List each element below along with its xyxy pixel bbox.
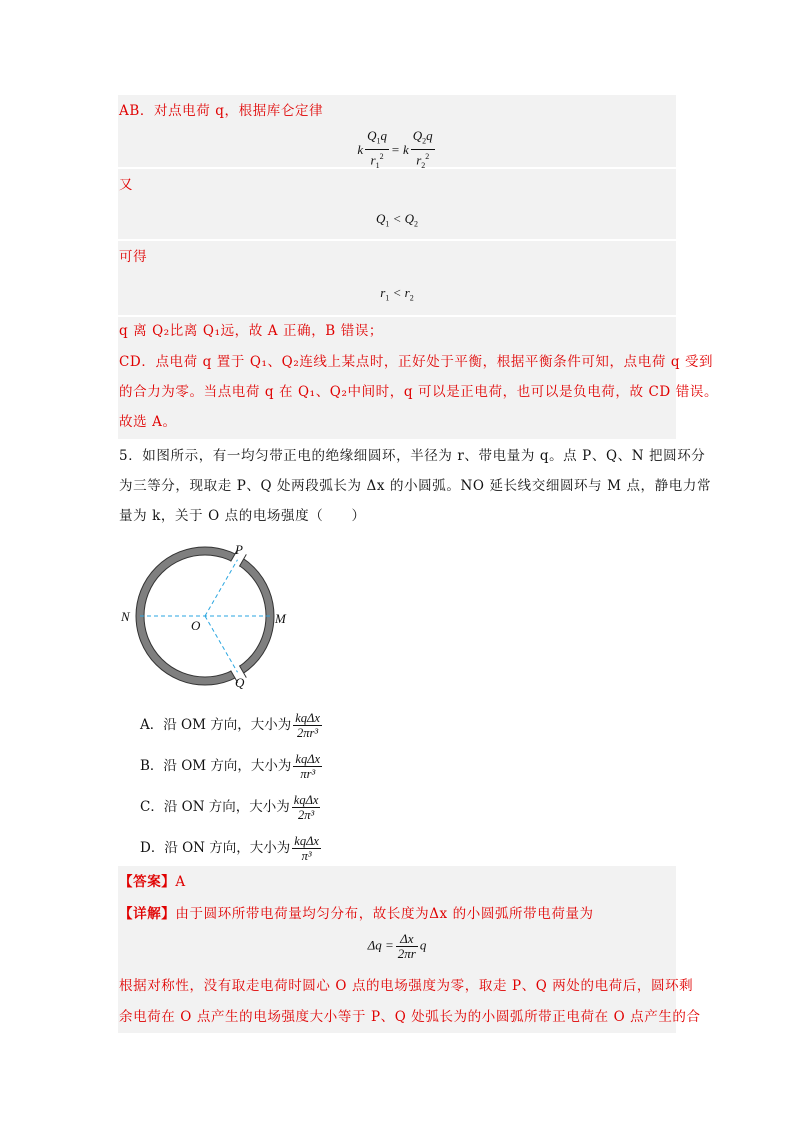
label-n: N [121, 609, 130, 624]
kede-label: 可得 [119, 249, 148, 265]
option-c[interactable]: C．沿 ON 方向，大小为 $\frac{\text{kqΔx}}{\text{2π³}}$ [140, 793, 319, 822]
option-a[interactable]: A．沿 OM 方向，大小为 $\frac{\text{kqΔx}}{\text{2πr³}}$ [140, 711, 320, 740]
you-label: 又 [119, 177, 134, 193]
radius-inequality: $r_1 < r_2$ [380, 285, 414, 303]
conclusion-ab: q 离 Q₂比离 Q₁远，故 A 正确，B 错误； [119, 323, 384, 339]
ab-intro: AB．对点电荷 q，根据库仑定律 [119, 103, 324, 119]
option-a-fraction: $\frac{\text{kqΔx}}{\text{2πr³}}$ [295, 711, 320, 740]
detail-tag: 【详解】 [119, 906, 176, 922]
detail-line-2: 根据对称性，没有取走电荷时圆心 O 点的电场强度为零，取走 P、Q 两处的电荷后，圆环剩 [119, 978, 694, 994]
ring-figure [115, 540, 295, 690]
delta-q-formula: Δq = $\frac{\Delta x}{2\pi r}$ q [367, 931, 427, 961]
shade-block-3 [118, 241, 676, 315]
label-q: Q [235, 675, 245, 690]
answer-line [119, 872, 186, 892]
q5-line-1: 5．如图所示，有一均匀带正电的绝缘细圆环，半径为 r、带电量为 q。点 P、Q、N 把圆环分 [119, 448, 706, 464]
cd-line-2: 的合力为零。当点电荷 q 在 Q₁、Q₂中间时，q 可以是正电荷，也可以是负电荷，故 CD 错误。 [119, 384, 719, 400]
option-b-fraction: $\frac{\text{kqΔx}}{\text{πr³}}$ [295, 752, 321, 781]
label-o: O [191, 618, 201, 633]
dash-o-p [205, 560, 238, 616]
detail-line-1: 【详解】由于圆环所带电荷量均匀分布，故长度为Δx 的小圆弧所带电荷量为 [119, 906, 594, 922]
choose-a: 故选 A。 [119, 414, 177, 430]
charge-inequality: $Q_1 < Q_2$ [375, 211, 419, 229]
coulomb-equation: k $\frac{Q_1q}{r_1^2}$ = k $\frac{Q_2q}{r_2^2}$ [357, 128, 433, 170]
option-d-fraction: $\frac{\text{kqΔx}}{\text{π³}}$ [294, 834, 319, 863]
answer-tag: 【答案】 [119, 874, 176, 890]
label-p: P [235, 542, 243, 557]
q5-line-3: 量为 k，关于 O 点的电场强度（ ） [119, 508, 366, 524]
option-b[interactable]: B．沿 OM 方向，大小为 $\frac{\text{kqΔx}}{\text{πr³}}$ [140, 752, 321, 781]
dash-o-q [205, 616, 238, 672]
label-m: M [275, 611, 286, 626]
detail-line-3: 余电荷在 O 点产生的电场强度大小等于 P、Q 处弧长为的小圆弧所带正电荷在 O 点产生的合 [119, 1009, 701, 1025]
option-c-fraction: $\frac{\text{kqΔx}}{\text{2π³}}$ [293, 793, 319, 822]
answer-value: A [175, 874, 186, 890]
cd-line-1: CD．点电荷 q 置于 Q₁、Q₂连线上某点时，正好处于平衡，根据平衡条件可知，点电荷 q 受到 [119, 354, 714, 370]
q5-line-2: 为三等分，现取走 P、Q 处两段弧长为 Δx 的小圆弧。NO 延长线交细圆环与 M 点，静电力常 [119, 478, 712, 494]
option-d[interactable]: D．沿 ON 方向，大小为 $\frac{\text{kqΔx}}{\text{π³}}$ [140, 834, 319, 863]
